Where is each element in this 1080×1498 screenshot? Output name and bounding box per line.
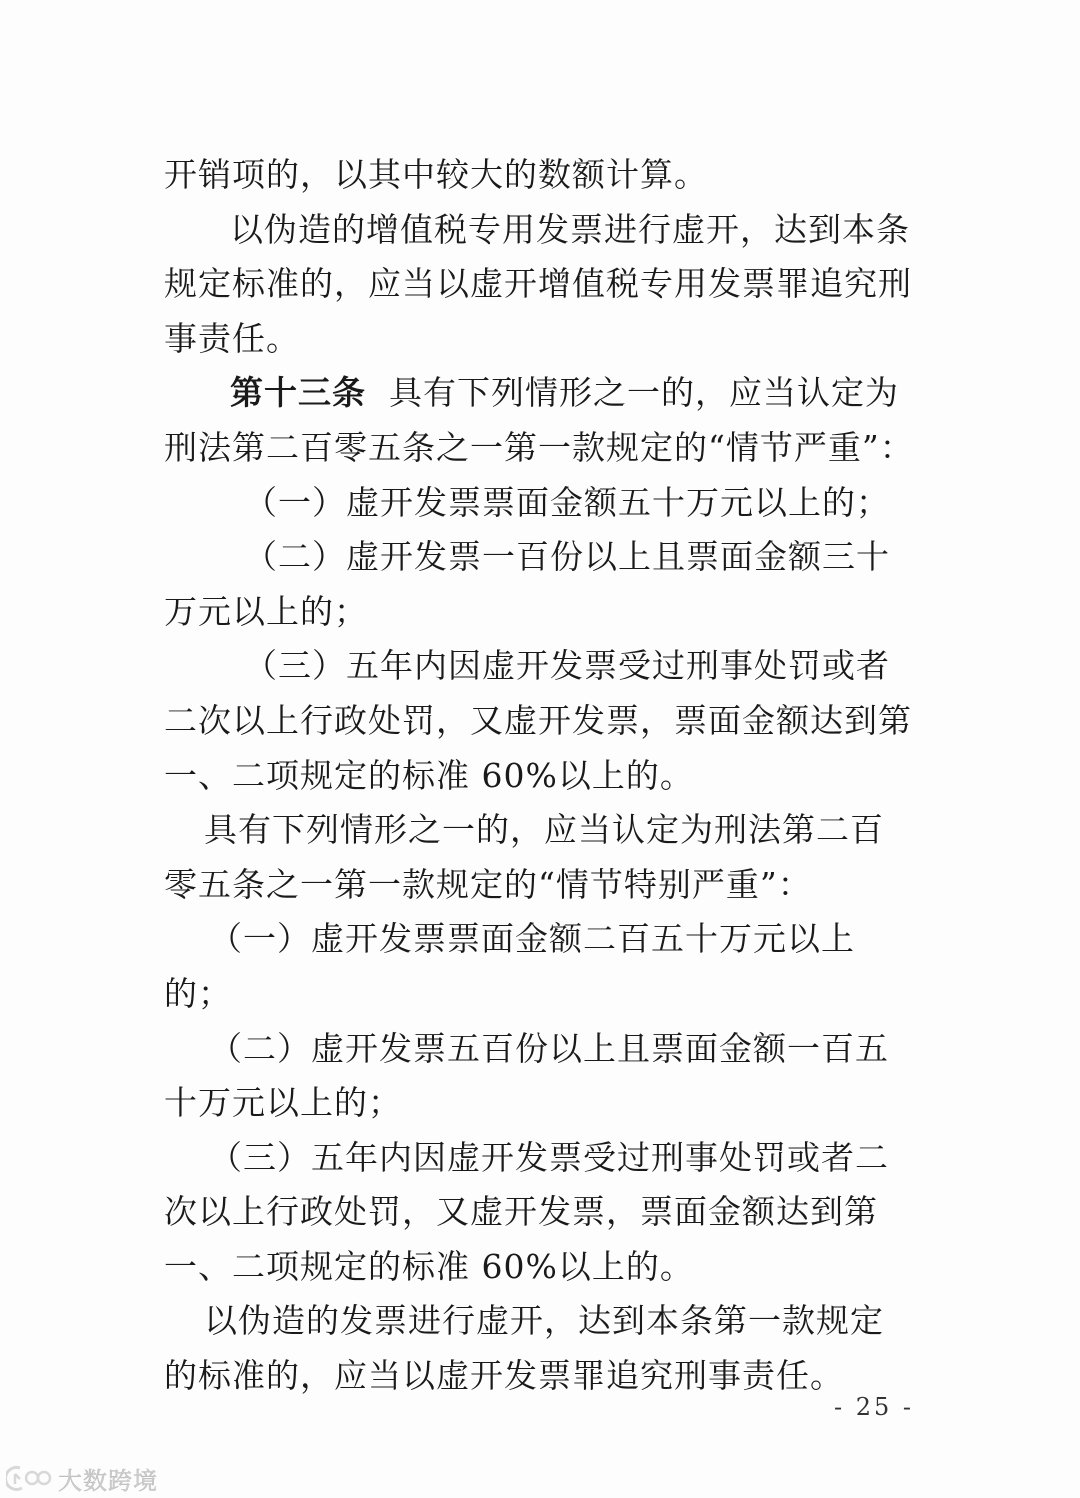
paragraph: 具有下列情形之一的，应当认定为刑法第二百零五条之一第一款规定的“情节特别严重”： (164, 810, 884, 904)
document-body (164, 148, 916, 1404)
watermark-label: 大数跨境 (58, 1467, 158, 1495)
article-text: 具有下列情形之一的，应当认定为刑法第二百零五条之一第一款规定的“情节严重”： (164, 373, 914, 467)
list-item: （三）五年内因虚开发票受过刑事处罚或者二次以上行政处罚，又虚开发票，票面金额达到第一、二项规定的标准 60%以上的。 (164, 646, 912, 795)
article-paragraph (164, 366, 916, 475)
paragraph: 以伪造的增值税专用发票进行虚开，达到本条规定标准的，应当以虚开增值税专用发票罪追究刑事责任。 (164, 209, 912, 358)
page-number: - 25 - (833, 1393, 914, 1421)
brand-logo-icon (6, 1464, 54, 1494)
list-item: （二）虚开发票五百份以上且票面金额一百五十万元以上的； (164, 1028, 889, 1123)
paragraph: 开销项的，以其中较大的数额计算。 (164, 155, 708, 194)
list-item: （一）虚开发票票面金额五十万元以上的； (244, 482, 890, 522)
article-heading: 第十三条 (230, 373, 366, 413)
list-item: （一）虚开发票票面金额二百五十万元以上的； (164, 919, 855, 1013)
list-item: （三）五年内因虚开发票受过刑事处罚或者二次以上行政处罚，又虚开发票，票面金额达到第一、二项规定的标准 60%以上的。 (164, 1137, 889, 1286)
paragraph: 以伪造的发票进行虚开，达到本条第一款规定的标准的，应当以虚开发票罪追究刑事责任。 (164, 1301, 884, 1396)
list-item: （二）虚开发票一百份以上且票面金额三十万元以上的； (164, 537, 890, 631)
watermark (6, 1461, 158, 1496)
